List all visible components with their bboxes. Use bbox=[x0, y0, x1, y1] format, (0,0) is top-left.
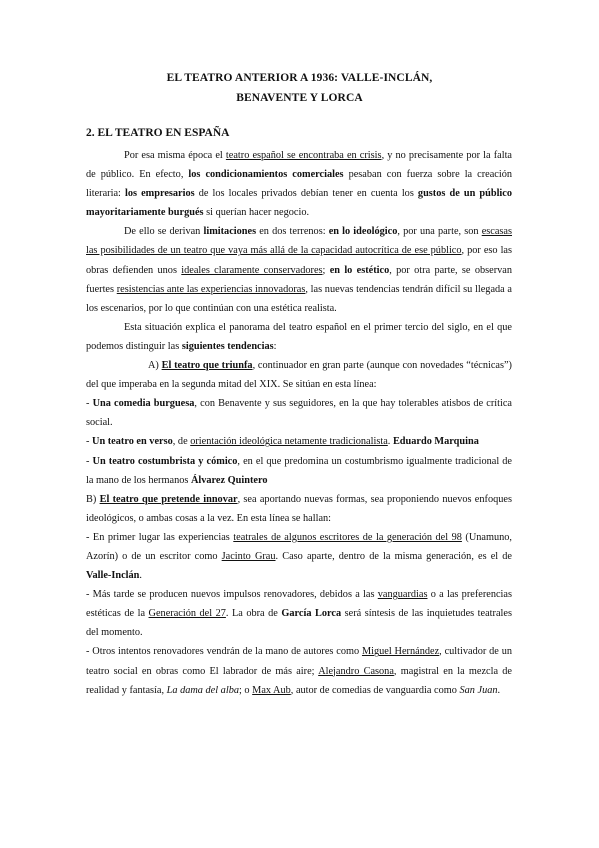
text-run: - Otros intentos renovadores vendrán de la mano de autores como bbox=[86, 646, 362, 658]
text-run: será síntesis de las inquietudes teatrales del momento. bbox=[86, 608, 512, 639]
text-run: Esta situación explica el panorama del teatro español en el primer tercio del siglo, en el que podemos distinguir las bbox=[86, 321, 512, 352]
text-run: , continuador en gran parte (aunque con novedades “técnicas”) del que imperaba en la segunda mitad del XIX. Se sitúan en esta línea: bbox=[86, 360, 512, 391]
text-run: ; bbox=[322, 264, 330, 276]
underlined-text: resistencias ante las experiencias innovadoras bbox=[116, 283, 306, 295]
text-run: pesaban con fuerza sobre la creación literaria: bbox=[86, 169, 513, 200]
bold-text: los condicionamientos comerciales bbox=[188, 169, 344, 181]
text-run: , por otra parte, se observan fuertes bbox=[86, 264, 512, 295]
underlined-text: Miguel Hernández bbox=[361, 646, 440, 658]
paragraph-1 bbox=[86, 146, 512, 222]
text-run: , las nuevas tendencias tendrán difícil su llegada a los escenarios, por lo que continúan con una estética realista. bbox=[86, 283, 513, 314]
paragraph-10 bbox=[86, 585, 512, 642]
text-run: : bbox=[273, 340, 277, 352]
paragraph-8 bbox=[86, 490, 512, 528]
text-run: . bbox=[387, 436, 393, 448]
text-run: , y no precisamente por la falta de público. En efecto, bbox=[86, 150, 513, 181]
text-run: . La obra de bbox=[225, 608, 282, 620]
paragraph-2 bbox=[86, 222, 512, 317]
text-run: , por una parte, son bbox=[397, 226, 482, 238]
underlined-text: orientación ideológica netamente tradicionalista bbox=[190, 436, 388, 448]
text-run: . Caso aparte, dentro de la misma generación, es el de bbox=[275, 550, 512, 562]
italic-text: San Juan bbox=[459, 684, 498, 696]
bold-text: Eduardo Marquina bbox=[392, 436, 479, 448]
bold-text: siguientes tendencias bbox=[181, 340, 274, 352]
underlined-text: vanguardias bbox=[377, 589, 428, 601]
underlined-text: Max Aub bbox=[252, 684, 291, 696]
bold-text: los empresarios bbox=[124, 188, 195, 200]
bold-text: en lo estético bbox=[329, 264, 390, 276]
underlined-text: teatrales de algunos escritores de la generación del 98 bbox=[233, 531, 462, 543]
paragraph-11 bbox=[86, 642, 512, 699]
bold-text: gustos de un público mayoritariamente burgués bbox=[86, 188, 513, 219]
bold-underlined-text: El teatro que pretende innovar bbox=[99, 493, 238, 505]
text-run: - bbox=[86, 398, 93, 410]
bold-text: Un teatro en verso bbox=[92, 436, 173, 448]
text-run: o a las preferencias estéticas de la bbox=[86, 589, 512, 620]
text-run: . bbox=[139, 570, 142, 582]
underlined-text: ideales claramente conservadores bbox=[181, 264, 323, 276]
text-run: , con Benavente y sus seguidores, en la que hay tolerables atisbos de crítica social. bbox=[86, 398, 512, 429]
text-run: - bbox=[86, 455, 93, 467]
text-run: si querían hacer negocio. bbox=[203, 207, 310, 219]
text-run: en dos terrenos: bbox=[256, 226, 329, 238]
text-run: , por eso las obras defienden unos bbox=[86, 245, 513, 276]
underlined-text: teatro español se encontraba en crisis bbox=[225, 150, 382, 161]
document-title-line-2: BENAVENTE Y LORCA bbox=[236, 92, 363, 104]
text-run: . bbox=[497, 684, 501, 696]
text-run: B) bbox=[86, 493, 100, 505]
text-run: ; o bbox=[239, 684, 253, 696]
bold-text: limitaciones bbox=[203, 226, 257, 238]
text-run: , magistral en la mezcla de realidad y fantasía, bbox=[86, 665, 512, 696]
underlined-text: Alejandro Casona bbox=[318, 665, 394, 677]
paragraph-4 bbox=[86, 356, 512, 394]
text-run: , en el que predomina un costumbrismo igualmente tradicional de la mano de los hermanos bbox=[86, 455, 512, 486]
text-run: - bbox=[86, 436, 93, 448]
italic-text: La dama del alba bbox=[166, 684, 239, 696]
document-body bbox=[86, 146, 512, 700]
text-run: - En primer lugar las experiencias bbox=[86, 531, 234, 543]
text-run: de los locales privados debían tener en cuenta los bbox=[194, 188, 418, 200]
bold-text: Valle-Inclán bbox=[86, 570, 140, 582]
bold-underlined-text: El teatro que triunfa bbox=[161, 360, 253, 372]
paragraph-6 bbox=[86, 432, 512, 451]
bold-text: en lo ideológico bbox=[328, 226, 398, 238]
text-run: De ello se derivan bbox=[124, 226, 204, 238]
text-run: Por esa misma época el bbox=[124, 150, 226, 161]
underlined-text: Jacinto Grau bbox=[221, 550, 276, 562]
text-run: , autor de comedias de vanguardia como bbox=[290, 684, 460, 696]
bold-text: García Lorca bbox=[281, 608, 342, 620]
bold-text: Álvarez Quintero bbox=[190, 474, 268, 486]
underlined-text: Generación del 27 bbox=[148, 608, 226, 620]
bold-text: Una comedia burguesa bbox=[92, 398, 195, 410]
paragraph-7 bbox=[86, 452, 512, 490]
text-run: , cultivador de un teatro social en obras como El labrador de más aire; bbox=[86, 646, 513, 677]
text-run: (Unamuno, Azorín) o de un escritor como bbox=[86, 531, 513, 562]
text-run: , sea aportando nuevas formas, sea proponiendo nuevos enfoques ideológicos, o ambas cosas a la vez. En esta línea se hallan: bbox=[86, 493, 512, 524]
underlined-text: escasas las posibilidades de un teatro que vaya más allá de la capacidad autocrítica de ese público bbox=[86, 226, 513, 257]
paragraph-3 bbox=[86, 318, 512, 356]
section-heading: 2. EL TEATRO EN ESPAÑA bbox=[86, 127, 230, 139]
bold-text: Un teatro costumbrista y cómico bbox=[92, 455, 238, 467]
text-run: A) bbox=[148, 360, 162, 372]
document-title-line-1: EL TEATRO ANTERIOR A 1936: VALLE-INCLÁN, bbox=[166, 72, 433, 84]
paragraph-5 bbox=[86, 394, 512, 432]
paragraph-9 bbox=[86, 528, 512, 585]
text-run: - Más tarde se producen nuevos impulsos renovadores, debidos a las bbox=[86, 589, 378, 601]
text-run: , de bbox=[172, 436, 191, 448]
